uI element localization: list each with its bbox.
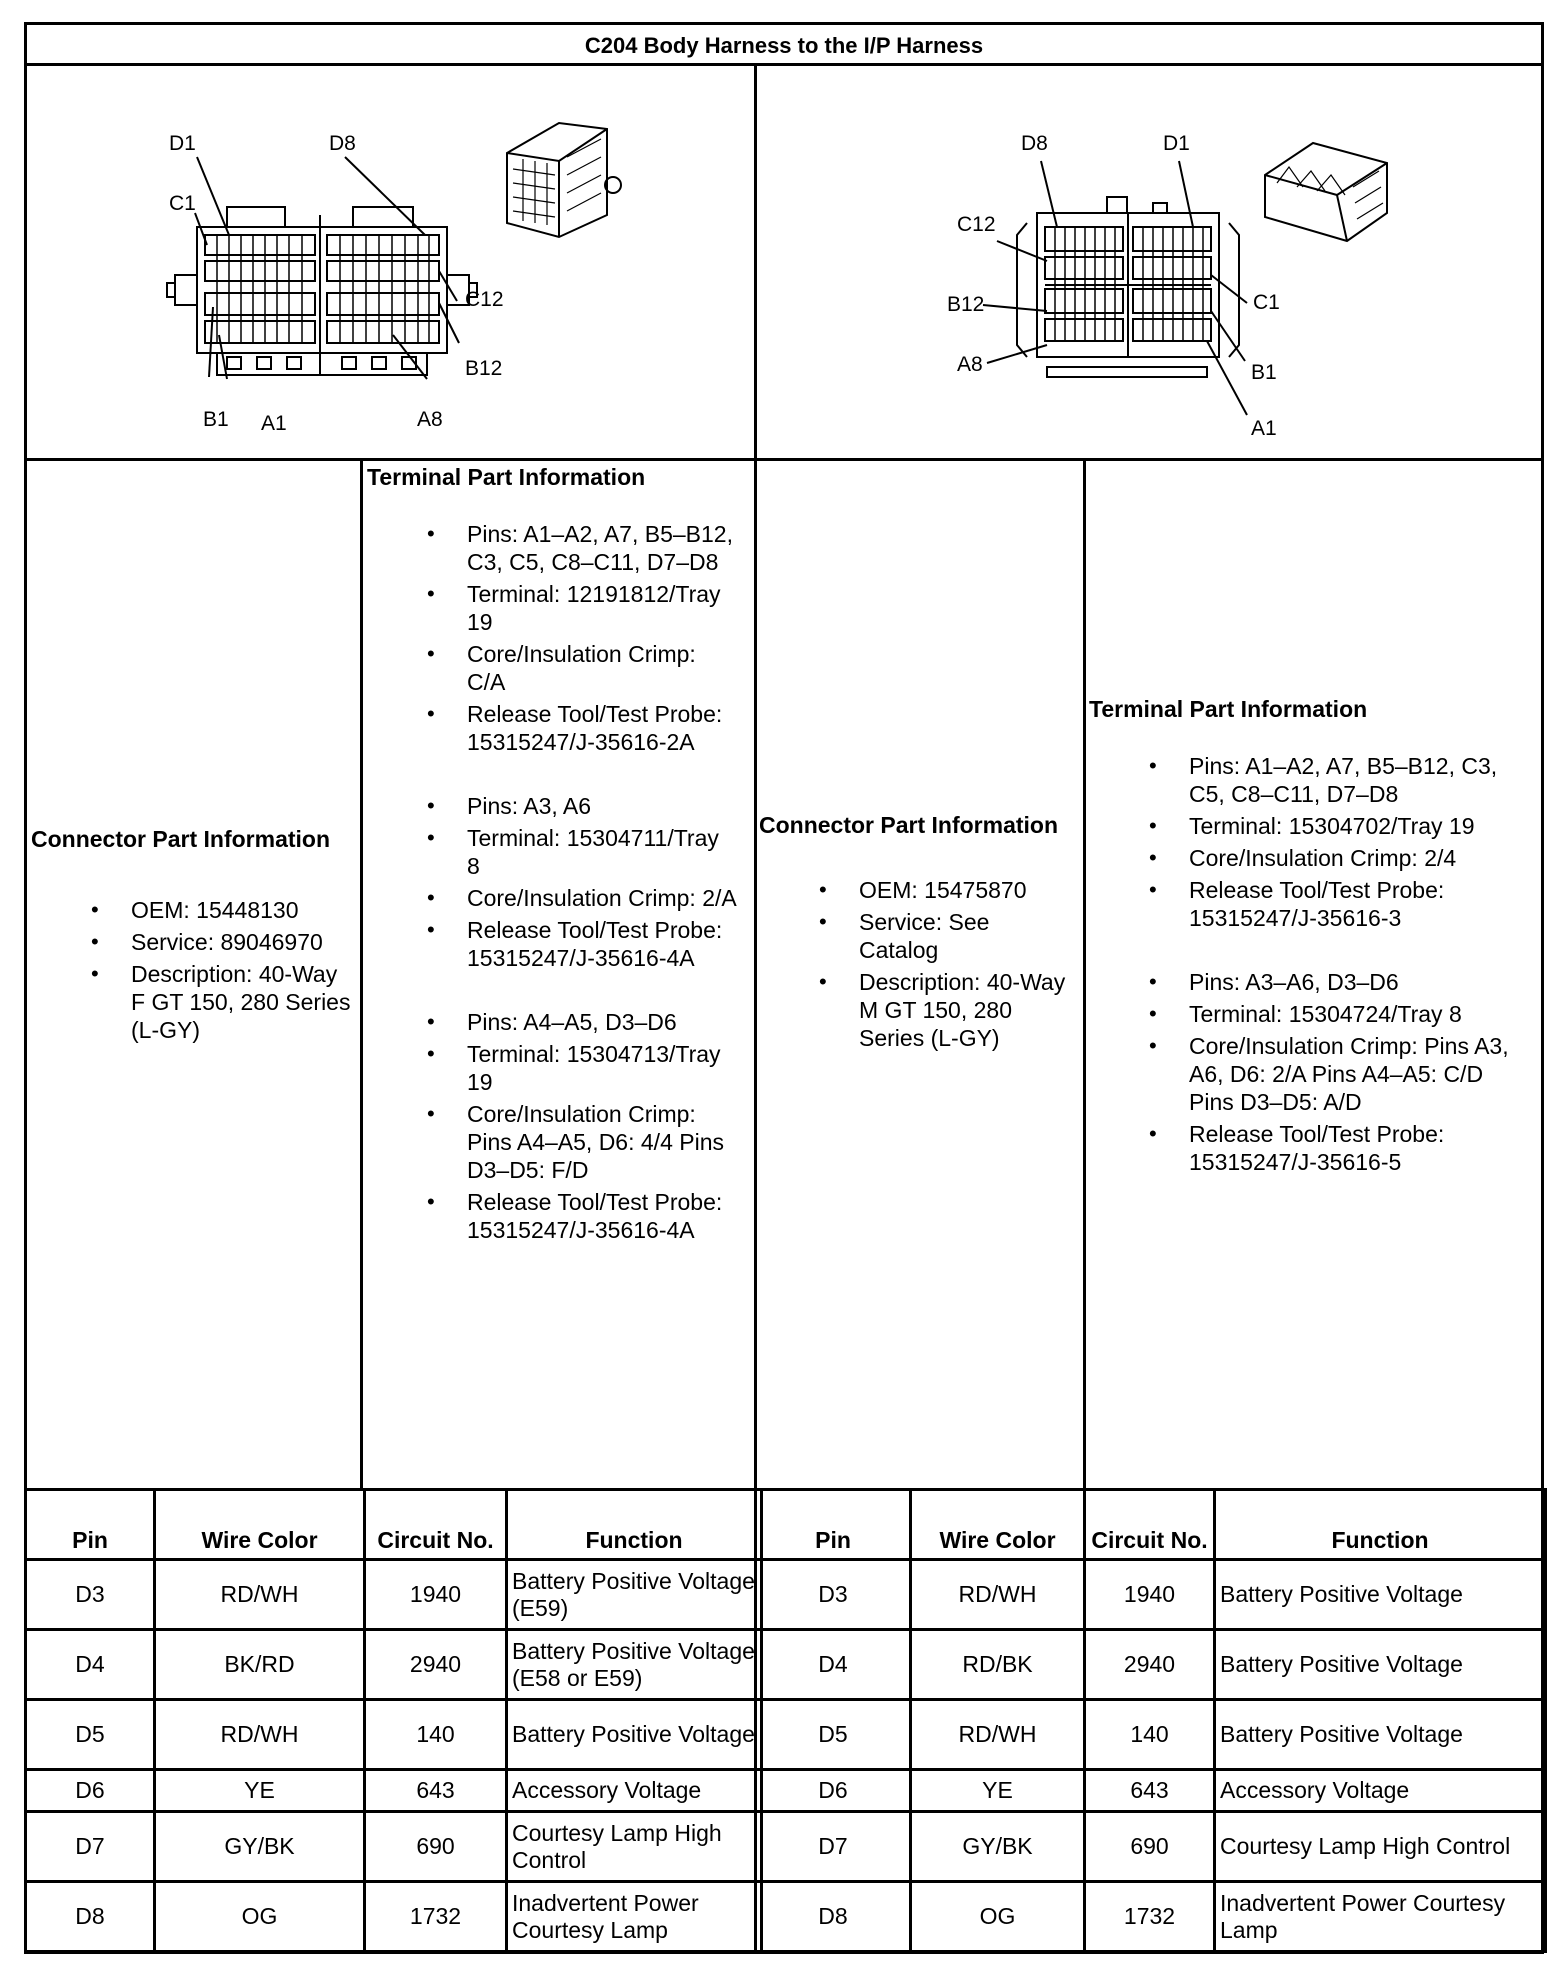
terminal-item: • Release Tool/Test Probe: 15315247/J-35616-3 <box>1189 876 1534 932</box>
circuit-cell: 643 <box>365 1770 507 1812</box>
function-cell: Battery Positive Voltage <box>507 1700 762 1770</box>
function-cell: Battery Positive Voltage <box>1215 1630 1546 1700</box>
terminal-item: • Terminal: 15304711/Tray 8 <box>467 824 737 880</box>
divider <box>27 458 1541 461</box>
pin-cell: D3 <box>756 1560 911 1630</box>
terminal-item: • Core/Insulation Crimp: 2/4 <box>1189 844 1534 872</box>
circuit-cell: 1940 <box>365 1560 507 1630</box>
circuit-cell: 140 <box>365 1700 507 1770</box>
label-a8: A8 <box>957 353 983 376</box>
table-row <box>26 1770 762 1812</box>
function-cell: Battery Positive Voltage <box>1215 1700 1546 1770</box>
right-pin-table <box>754 1488 1547 1953</box>
header-pin: Pin <box>26 1490 155 1560</box>
divider <box>27 63 1541 66</box>
label-c1: C1 <box>1253 291 1280 314</box>
label-d8: D8 <box>1021 132 1048 155</box>
wire-color-cell: BK/RD <box>155 1630 365 1700</box>
terminal-item: • Pins: A1–A2, A7, B5–B12, C3, C5, C8–C11, D7–D8 <box>467 520 737 576</box>
label-c12: C12 <box>957 213 996 236</box>
label-b1: B1 <box>203 408 229 431</box>
function-cell: Accessory Voltage <box>507 1770 762 1812</box>
table-row <box>26 1630 762 1700</box>
label-c1: C1 <box>169 192 196 215</box>
wire-color-cell: GY/BK <box>911 1812 1085 1882</box>
wire-color-cell: YE <box>911 1770 1085 1812</box>
table-row <box>756 1700 1546 1770</box>
wire-color-cell: RD/WH <box>911 1560 1085 1630</box>
function-cell: Accessory Voltage <box>1215 1770 1546 1812</box>
circuit-cell: 1732 <box>1085 1882 1215 1952</box>
function-cell: Inadvertent Power Courtesy Lamp <box>507 1882 762 1952</box>
label-a8: A8 <box>417 408 443 431</box>
header-circuit-no: Circuit No. <box>1085 1490 1215 1560</box>
function-cell: Battery Positive Voltage (E59) <box>507 1560 762 1630</box>
table-row <box>26 1560 762 1630</box>
label-d1: D1 <box>169 132 196 155</box>
circuit-cell: 140 <box>1085 1700 1215 1770</box>
terminal-item: • Pins: A3–A6, D3–D6 <box>1189 968 1534 996</box>
wire-color-cell: OG <box>911 1882 1085 1952</box>
connector-item: • Description: 40-Way F GT 150, 280 Series (L-GY) <box>131 960 351 1044</box>
label-b1: B1 <box>1251 361 1277 384</box>
terminal-group <box>467 792 737 972</box>
terminal-item: • Core/Insulation Crimp: C/A <box>467 640 737 696</box>
right-connector-diagram <box>917 95 1397 445</box>
terminal-item: • Release Tool/Test Probe: 15315247/J-35616-2A <box>467 700 737 756</box>
pin-cell: D5 <box>26 1700 155 1770</box>
header-pin: Pin <box>756 1490 911 1560</box>
pin-cell: D5 <box>756 1700 911 1770</box>
connector-heading: Connector Part Information <box>759 812 1059 838</box>
function-cell: Courtesy Lamp High Control <box>507 1812 762 1882</box>
header-function: Function <box>507 1490 762 1560</box>
pin-cell: D4 <box>26 1630 155 1700</box>
table-row <box>756 1812 1546 1882</box>
function-cell: Courtesy Lamp High Control <box>1215 1812 1546 1882</box>
label-d8: D8 <box>329 132 356 155</box>
terminal-item: • Core/Insulation Crimp: 2/A <box>467 884 737 912</box>
wire-color-cell: GY/BK <box>155 1812 365 1882</box>
terminal-item: • Release Tool/Test Probe: 15315247/J-35616-4A <box>467 916 737 972</box>
terminal-item: • Release Tool/Test Probe: 15315247/J-35616-5 <box>1189 1120 1534 1176</box>
function-cell: Battery Positive Voltage <box>1215 1560 1546 1630</box>
terminal-heading: Terminal Part Information <box>1089 696 1368 722</box>
terminal-group <box>1189 968 1534 1176</box>
wire-color-cell: RD/BK <box>911 1630 1085 1700</box>
pin-cell: D7 <box>756 1812 911 1882</box>
pin-cell: D7 <box>26 1812 155 1882</box>
terminal-group <box>467 520 737 756</box>
table-row <box>756 1630 1546 1700</box>
terminal-group <box>1189 752 1534 932</box>
divider <box>1083 458 1086 1491</box>
connector-item: • Description: 40-Way M GT 150, 280 Series (L-GY) <box>859 968 1074 1052</box>
terminal-item: • Pins: A4–A5, D3–D6 <box>467 1008 737 1036</box>
circuit-cell: 2940 <box>365 1630 507 1700</box>
circuit-cell: 1940 <box>1085 1560 1215 1630</box>
connector-item: • Service: See Catalog <box>859 908 1074 964</box>
terminal-item: • Terminal: 12191812/Tray 19 <box>467 580 737 636</box>
right-connector-info <box>759 811 1081 1056</box>
label-b12: B12 <box>465 357 503 380</box>
label-a1: A1 <box>1251 417 1277 440</box>
terminal-item: • Release Tool/Test Probe: 15315247/J-35616-4A <box>467 1188 737 1244</box>
table-row <box>26 1882 762 1952</box>
terminal-item: • Terminal: 15304724/Tray 8 <box>1189 1000 1534 1028</box>
table-row <box>26 1700 762 1770</box>
wire-color-cell: RD/WH <box>911 1700 1085 1770</box>
connector-item: • OEM: 15475870 <box>859 876 1074 904</box>
header-function: Function <box>1215 1490 1546 1560</box>
circuit-cell: 2940 <box>1085 1630 1215 1700</box>
connector-list <box>131 896 351 1044</box>
circuit-cell: 690 <box>365 1812 507 1882</box>
terminal-item: • Terminal: 15304702/Tray 19 <box>1189 812 1534 840</box>
terminal-heading: Terminal Part Information <box>367 464 646 490</box>
pin-cell: D3 <box>26 1560 155 1630</box>
pin-cell: D4 <box>756 1630 911 1700</box>
left-connector-info <box>31 825 357 1048</box>
label-c12: C12 <box>465 288 504 311</box>
left-terminal-info <box>367 463 751 1248</box>
terminal-group <box>467 1008 737 1244</box>
connector-sheet <box>24 22 1544 1954</box>
wire-color-cell: RD/WH <box>155 1560 365 1630</box>
connector-item: • Service: 89046970 <box>131 928 351 956</box>
connector-heading: Connector Part Information <box>31 826 331 852</box>
terminal-item: • Core/Insulation Crimp: Pins A4–A5, D6: 4/4 Pins D3–D5: F/D <box>467 1100 737 1184</box>
pin-cell: D8 <box>756 1882 911 1952</box>
terminal-item: • Pins: A3, A6 <box>467 792 737 820</box>
pin-cell: D8 <box>26 1882 155 1952</box>
table-row <box>756 1770 1546 1812</box>
label-b12: B12 <box>947 293 985 316</box>
wire-color-cell: OG <box>155 1882 365 1952</box>
wire-color-cell: RD/WH <box>155 1700 365 1770</box>
header-circuit-no: Circuit No. <box>365 1490 507 1560</box>
table-row <box>756 1560 1546 1630</box>
circuit-cell: 690 <box>1085 1812 1215 1882</box>
terminal-item: • Core/Insulation Crimp: Pins A3, A6, D6: 2/A Pins A4–A5: C/D Pins D3–D5: A/D <box>1189 1032 1534 1116</box>
left-connector-diagram <box>157 95 637 435</box>
table-row <box>756 1882 1546 1952</box>
circuit-cell: 643 <box>1085 1770 1215 1812</box>
pin-cell: D6 <box>756 1770 911 1812</box>
terminal-item: • Terminal: 15304713/Tray 19 <box>467 1040 737 1096</box>
function-cell: Battery Positive Voltage (E58 or E59) <box>507 1630 762 1700</box>
circuit-cell: 1732 <box>365 1882 507 1952</box>
header-wire-color: Wire Color <box>911 1490 1085 1560</box>
connector-item: • OEM: 15448130 <box>131 896 351 924</box>
label-d1: D1 <box>1163 132 1190 155</box>
left-pin-table <box>24 1488 763 1953</box>
right-terminal-info <box>1089 695 1539 1180</box>
pin-cell: D6 <box>26 1770 155 1812</box>
terminal-item: • Pins: A1–A2, A7, B5–B12, C3, C5, C8–C11, D7–D8 <box>1189 752 1534 808</box>
sheet-title: C204 Body Harness to the I/P Harness <box>584 32 984 58</box>
header-wire-color: Wire Color <box>155 1490 365 1560</box>
wire-color-cell: YE <box>155 1770 365 1812</box>
table-row <box>26 1812 762 1882</box>
function-cell: Inadvertent Power Courtesy Lamp <box>1215 1882 1546 1952</box>
connector-list <box>859 876 1074 1052</box>
label-a1: A1 <box>261 412 287 435</box>
divider <box>360 458 363 1491</box>
